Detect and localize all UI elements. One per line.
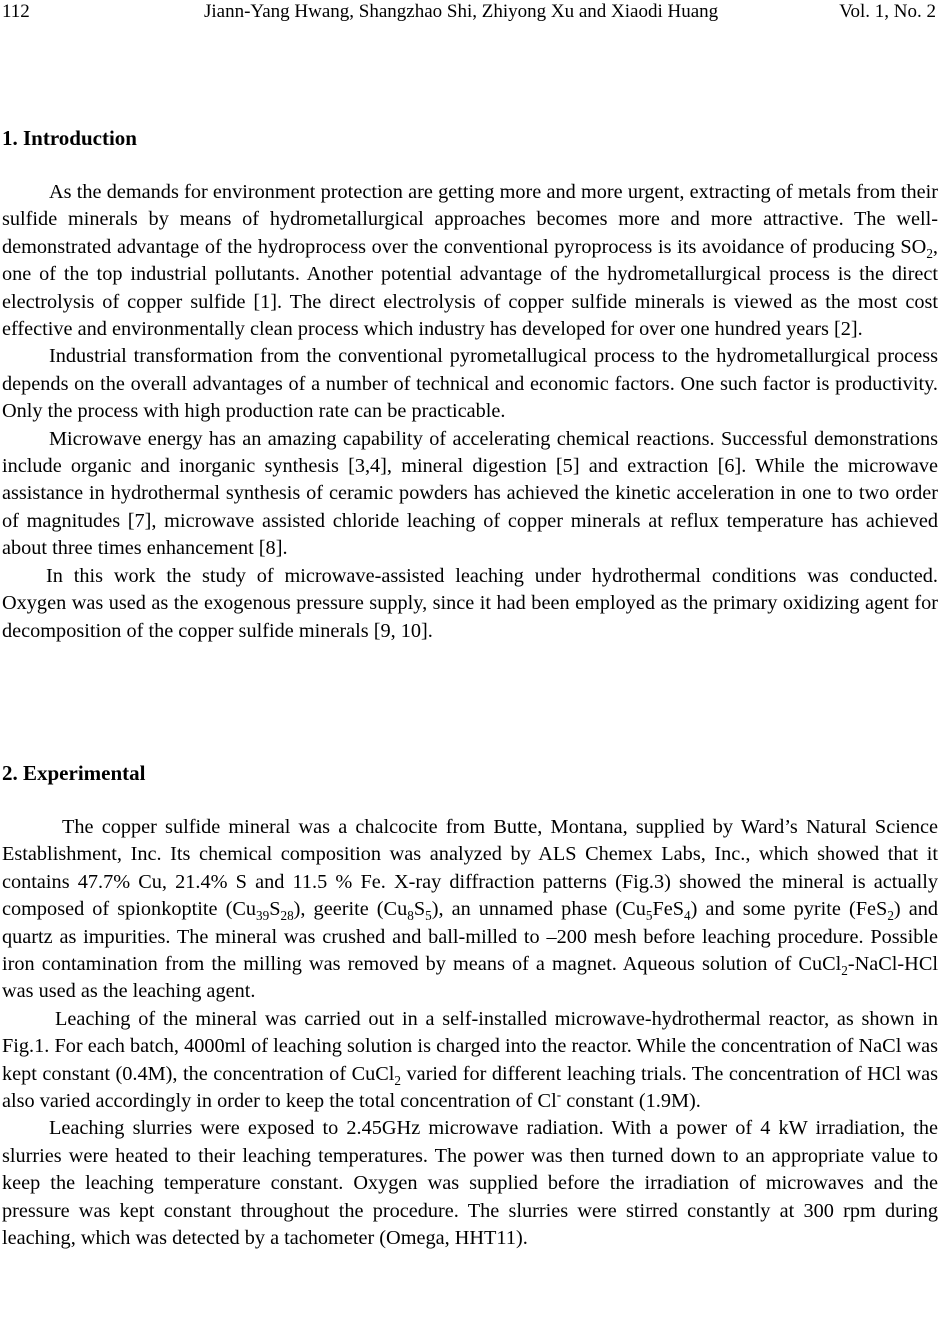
page-number: 112 xyxy=(2,1,30,22)
section-heading-experimental: 2. Experimental xyxy=(2,761,146,785)
experimental-body xyxy=(2,814,938,1253)
paragraph: Microwave energy has an amazing capability of accelerating chemical reactions. Successful demonstrations include organic and inorganic synthesis [3,4], mineral digestion [5] and extraction [6]. While the microwave assistance in hydrothermal synthesis of ceramic powders has achieved the kinetic acceleration in one to two order of magnitudes [7], microwave assisted chloride leaching of copper minerals at reflux temperature has achieved about three times enhancement [8]. xyxy=(2,427,938,560)
introduction-body xyxy=(2,179,938,645)
subscript: 2 xyxy=(841,963,848,979)
text-run: ), an unnamed phase (Cu xyxy=(431,898,646,921)
running-header xyxy=(0,0,938,26)
text-run: Leaching of the mineral was carried out in a self-installed microwave-hydrothermal reactor, as shown in Fig.1. For each batch, 4000ml of leaching solution is charged into the reactor. While the concentration of NaCl was kept constant (0.4M), the concentration of CuCl xyxy=(2,1007,938,1085)
paragraph xyxy=(2,179,938,343)
text-run: ), geerite (Cu xyxy=(293,898,408,921)
subscript: 39 xyxy=(256,908,270,924)
subscript: 5 xyxy=(425,908,432,924)
text-run: S xyxy=(269,898,281,921)
text-run: S xyxy=(413,898,426,921)
text-run: -NaCl-HCl was used as the leaching agent. xyxy=(2,953,938,1003)
subscript: 2 xyxy=(926,245,933,261)
subscript: 2 xyxy=(887,908,894,924)
section-heading-introduction: 1. Introduction xyxy=(2,126,137,150)
subscript: 5 xyxy=(645,908,653,924)
running-authors: Jiann-Yang Hwang, Shangzhao Shi, Zhiyong Xu and Xiaodi Huang xyxy=(204,1,719,22)
text-run: varied for different leaching trials. The concentration of HCl was also varied accordingly in order to keep the total concentration of Cl xyxy=(2,1062,939,1113)
text-run: FeS xyxy=(652,898,684,921)
text-run: The copper sulfide mineral was a chalcocite from Butte, Montana, supplied by Ward’s Natural Science Establishment, Inc. Its chemical composition was analyzed by ALS Chemex Labs, Inc., which showed that it contains 47.7% Cu, 21.4% S and 11.5 % Fe. X-ray diffraction patterns (Fig.3) showed the mineral is actually composed of spionkoptite (Cu xyxy=(2,816,938,921)
superscript: - xyxy=(556,1087,562,1103)
paragraph: In this work the study of microwave-assisted leaching under hydrothermal conditions was conducted. Oxygen was used as the exogenous pressure supply, since it had been employed as the primary oxidizing agent for decomposition of the copper sulfide minerals [9, 10]. xyxy=(2,564,938,642)
text-run: ) and some pyrite (FeS xyxy=(690,898,888,921)
volume-issue: Vol. 1, No. 2 xyxy=(839,1,936,22)
paragraph xyxy=(2,814,938,1006)
paragraph: Leaching slurries were exposed to 2.45GHz microwave radiation. With a power of 4 kW irradiation, the slurries were heated to their leaching temperatures. The power was then turned down to an appropriate value to keep the leaching temperature constant. Oxygen was supplied before the irradiation of microwaves and the pressure was kept constant throughout the procedure. The slurries were stirred constantly at 300 rpm during leaching, which was detected by a tachometer (Omega, HHT11). xyxy=(2,1117,938,1250)
text-run: , one of the top industrial pollutants. Another potential advantage of the hydrometallurgical process is the direct electrolysis of copper sulfide [1]. The direct electrolysis of copper sulfide minerals is viewed as the most cost effective and environmentally clean process which industry has developed for over one hundred years [2]. xyxy=(2,235,938,341)
subscript: 2 xyxy=(394,1072,402,1088)
text-run: As the demands for environment protection are getting more and more urgent, extracting of metals from their sulfide minerals by means of hydrometallurgical approaches becomes more and more attractive. The well-demonstrated advantage of the hydroprocess over the conventional pyroprocess is its avoidance of producing SO xyxy=(2,181,938,258)
subscript: 28 xyxy=(280,908,294,924)
text-run: ) and quartz as impurities. The mineral was crushed and ball-milled to –200 mesh before leaching procedure. Possible iron contamination from the milling was removed by means of a magnet. Aqueous solution of CuCl xyxy=(2,898,939,976)
text-run: constant (1.9M). xyxy=(561,1090,701,1113)
paragraph xyxy=(2,1006,938,1116)
subscript: 4 xyxy=(684,908,691,924)
subscript: 8 xyxy=(407,908,414,924)
paragraph: Industrial transformation from the conventional pyrometallugical process to the hydrometallurgical process depends on the overall advantages of a number of technical and economic factors. One such factor is productivity. Only the process with high production rate can be practicable. xyxy=(2,345,938,423)
